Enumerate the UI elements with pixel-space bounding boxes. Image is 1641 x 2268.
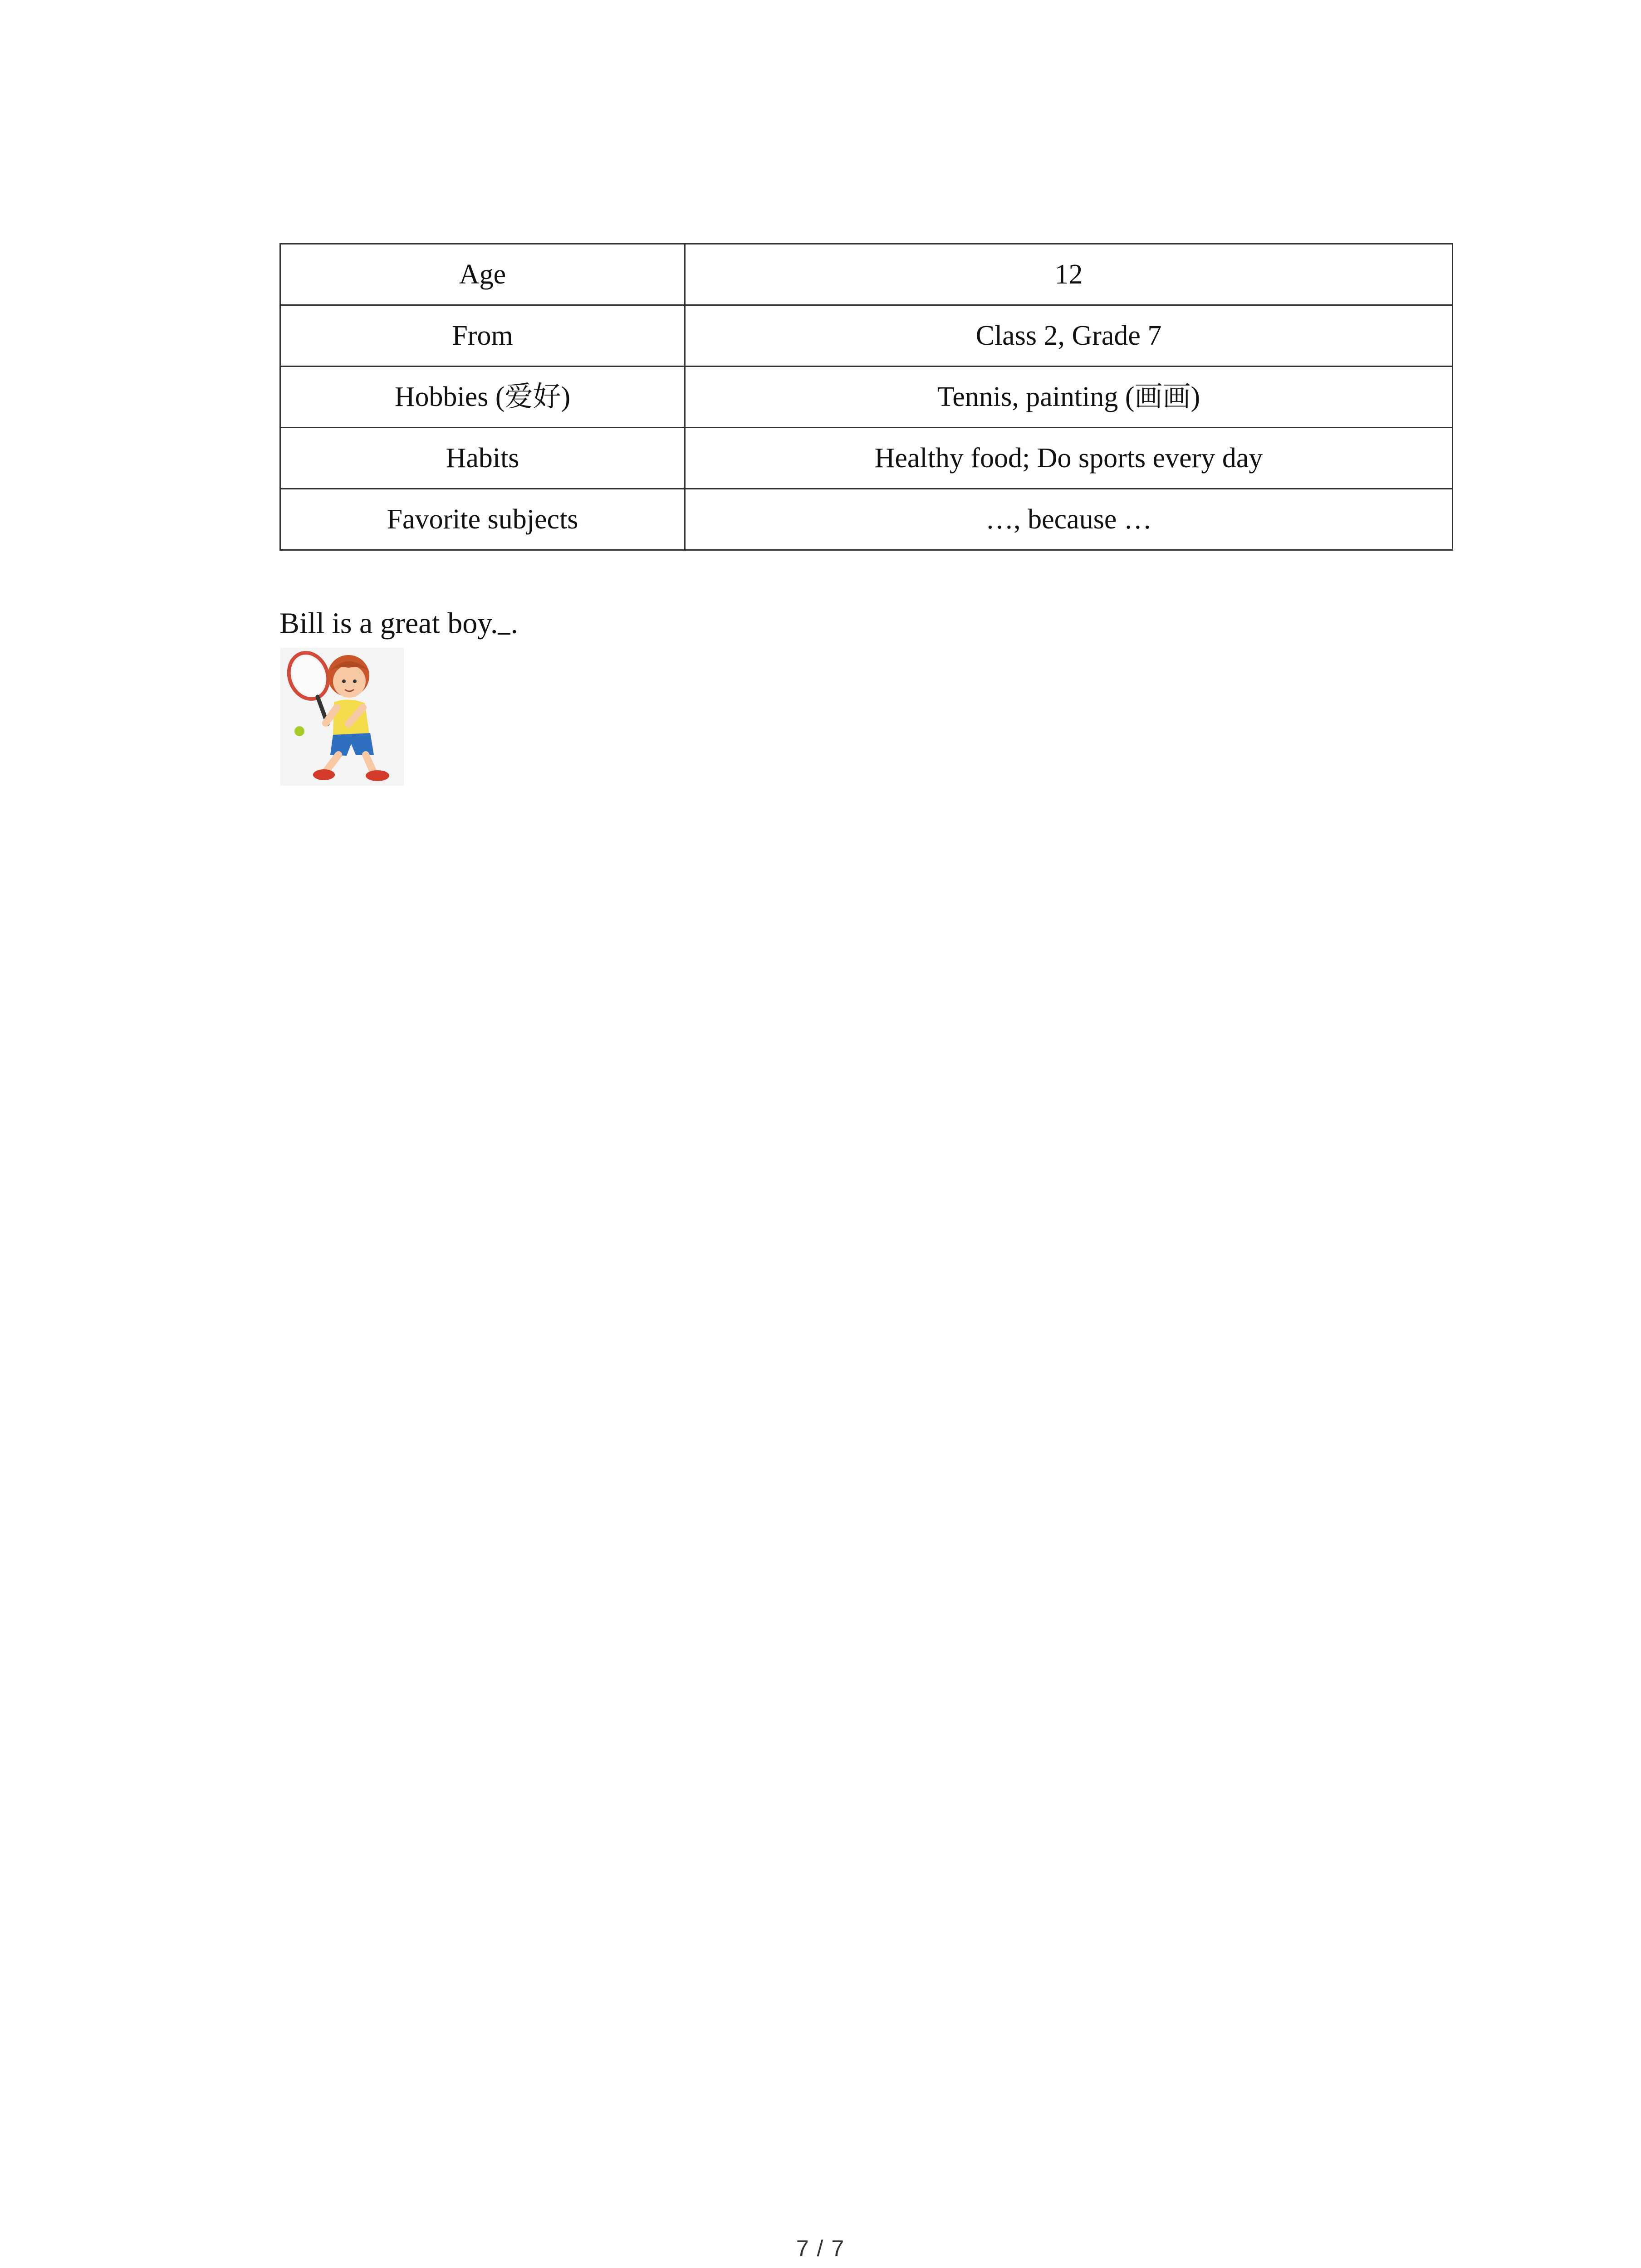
table-row [280, 305, 1453, 367]
writing-blank[interactable] [498, 603, 510, 635]
row-label-favorite-subjects: Favorite subjects [280, 489, 685, 550]
boy-playing-tennis-icon [280, 648, 404, 786]
writing-prompt [279, 603, 518, 641]
row-value-habits: Healthy food; Do sports every day [685, 428, 1453, 489]
row-value-hobbies: Tennis, painting (画画) [685, 367, 1453, 428]
table-row [280, 428, 1453, 489]
table-row [280, 489, 1453, 550]
writing-prompt-text: Bill is a great boy. [279, 606, 498, 640]
page-number: 7 / 7 [796, 2236, 845, 2261]
row-label-from: From [280, 305, 685, 367]
row-value-from: Class 2, Grade 7 [685, 305, 1453, 367]
row-value-age: 12 [685, 244, 1453, 305]
writing-prompt-period: . [510, 606, 518, 640]
info-table [279, 243, 1453, 551]
table-row [280, 244, 1453, 305]
row-label-habits: Habits [280, 428, 685, 489]
row-value-favorite-subjects: …, because … [685, 489, 1453, 550]
table-row [280, 367, 1453, 428]
row-label-hobbies: Hobbies (爱好) [280, 367, 685, 428]
row-label-age: Age [280, 244, 685, 305]
